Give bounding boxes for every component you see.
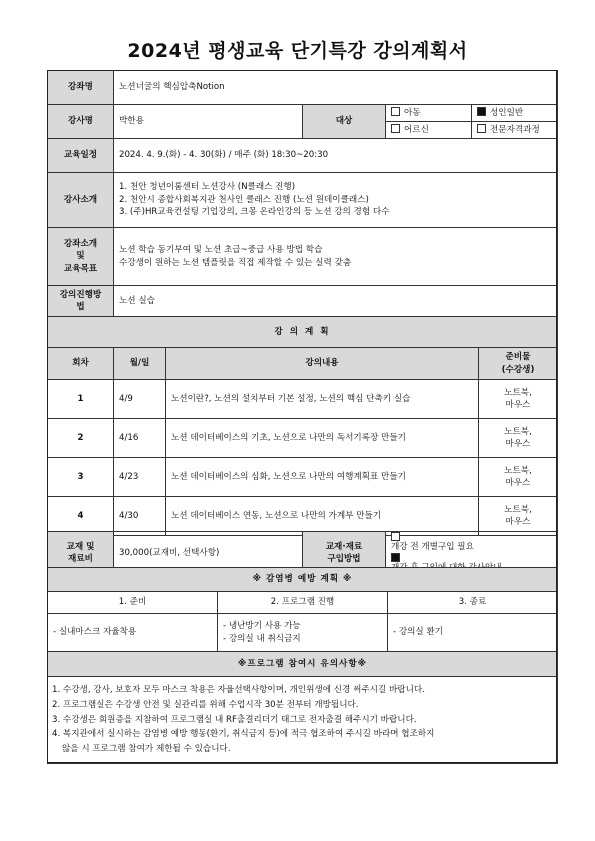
session-content: 노션이란?, 노션의 설치부터 기본 설정, 노션의 핵심 단축키 실습: [166, 380, 479, 419]
notes-table: [47, 651, 558, 764]
instructor-intro: 1. 천안 청년이룸센터 노션강사 (N클래스 진행) 2. 천안시 종합사회복지관 천사인 클래스 진행 (노션 원데이클래스) 3. (주)HR교육컨설팅 기업강의, 크몽 온라인강의 등 노션 강의 경험 다수: [114, 173, 558, 228]
plan-header: 강 의 계 획: [48, 317, 558, 348]
session-content: 노션 데이터베이스의 기초, 노션으로 나만의 독서기록장 만들기: [166, 419, 479, 458]
checkbox-checked-icon: [477, 107, 486, 116]
target-option-child[interactable]: 아동: [386, 105, 472, 122]
prevention-step-items: - 강의실 환기: [388, 614, 558, 652]
round-number: 2: [48, 419, 114, 458]
prevention-step-title: 2. 프로그램 진행: [218, 592, 388, 614]
list-item: 3. 수강생은 회원증을 지참하여 프로그램실 내 RF출결리더기 태그로 전자출결 해주시기 바랍니다.: [52, 714, 417, 725]
cost-value: 30,000(교재비, 선택사항): [114, 532, 303, 576]
prevention-step-items: - 실내마스크 자율착용: [48, 614, 218, 652]
target-option-senior[interactable]: 어르신: [386, 122, 472, 139]
purchase-label: 교재·재료 구입방법: [303, 532, 386, 576]
course-label: 강좌명: [48, 71, 114, 105]
list-item: 않을 시 프로그램 참여가 제한될 수 있습니다.: [62, 743, 231, 754]
session-date: 4/9: [114, 380, 166, 419]
target-option-professional[interactable]: 전문자격과정: [472, 122, 558, 139]
prevention-header: ※ 감염병 예방 계획 ※: [48, 568, 558, 592]
list-item: 4. 복지관에서 실시하는 감염병 예방 행동(환기, 취식금지 등)에 적극 협조하여 주시길 바라며 협조하지: [52, 729, 435, 740]
method-value: 노션 실습: [114, 286, 558, 317]
checkbox-icon: [477, 124, 486, 133]
round-number: 3: [48, 458, 114, 497]
session-content: 노션 데이터베이스 연동, 노션으로 나만의 가계부 만들기: [166, 497, 479, 536]
course-name: 노션너굴의 핵심압축Notion: [114, 71, 558, 105]
course-info-table: [47, 70, 558, 317]
method-label: 강의진행방 법: [48, 286, 114, 317]
session-prep: 노트북, 마우스: [479, 380, 558, 419]
checkbox-checked-icon: [391, 553, 400, 562]
instructor-name: 박한용: [114, 105, 303, 139]
table-row: [48, 497, 558, 536]
prevention-step-title: 1. 준비: [48, 592, 218, 614]
intro-label: 강사소개: [48, 173, 114, 228]
checkbox-icon: [391, 107, 400, 116]
table-row: [48, 380, 558, 419]
purchase-option-before[interactable]: 개강 전 개별구입 필요: [391, 532, 552, 553]
session-content: 노션 데이터베이스의 심화, 노션으로 나만의 여행계획표 만들기: [166, 458, 479, 497]
session-date: 4/23: [114, 458, 166, 497]
schedule-value: 2024. 4. 9.(화) - 4. 30(화) / 매주 (화) 18:30~20:30: [114, 139, 558, 173]
schedule-label: 교육일정: [48, 139, 114, 173]
list-item: 1. 수강생, 강사, 보호자 모두 마스크 착용은 자율선택사항이며, 개인위생에 신경 써주시길 바랍니다.: [52, 685, 425, 696]
session-prep: 노트북, 마우스: [479, 497, 558, 536]
prevention-step-title: 3. 종료: [388, 592, 558, 614]
target-label: 대상: [303, 105, 386, 139]
target-option-adult[interactable]: 성인일반: [472, 105, 558, 122]
page-title: 2024년 평생교육 단기특강 강의계획서: [127, 40, 468, 62]
col-round: 회차: [48, 348, 114, 380]
goal-label: 강좌소개 및 교육목표: [48, 228, 114, 286]
col-content: 강의내용: [166, 348, 479, 380]
prevention-table: [47, 567, 558, 652]
session-prep: 노트북, 마우스: [479, 458, 558, 497]
cost-label: 교재 및 재료비: [48, 532, 114, 576]
round-number: 4: [48, 497, 114, 536]
prevention-step-items: - 냉난방기 사용 가능 - 강의실 내 취식금지: [218, 614, 388, 652]
checkbox-icon: [391, 532, 400, 541]
round-number: 1: [48, 380, 114, 419]
session-prep: 노트북, 마우스: [479, 419, 558, 458]
lecture-plan-table: [47, 316, 558, 536]
notes-list: [48, 677, 558, 764]
table-row: [48, 458, 558, 497]
col-prep: 준비물 (수강생): [479, 348, 558, 380]
session-date: 4/16: [114, 419, 166, 458]
col-date: 월/일: [114, 348, 166, 380]
table-row: [48, 419, 558, 458]
course-goal: 노션 학습 동기부여 및 노션 초급~중급 사용 방법 학습 수강생이 원하는 노션 템플릿을 직접 제작할 수 있는 실력 갖춤: [114, 228, 558, 286]
notes-header: ※프로그램 참여시 유의사항※: [48, 652, 558, 677]
checkbox-icon: [391, 124, 400, 133]
session-date: 4/30: [114, 497, 166, 536]
instructor-label: 강사명: [48, 105, 114, 139]
list-item: 2. 프로그램실은 수강생 안전 및 실관리를 위해 수업시작 30분 전부터 개방됩니다.: [52, 700, 359, 711]
